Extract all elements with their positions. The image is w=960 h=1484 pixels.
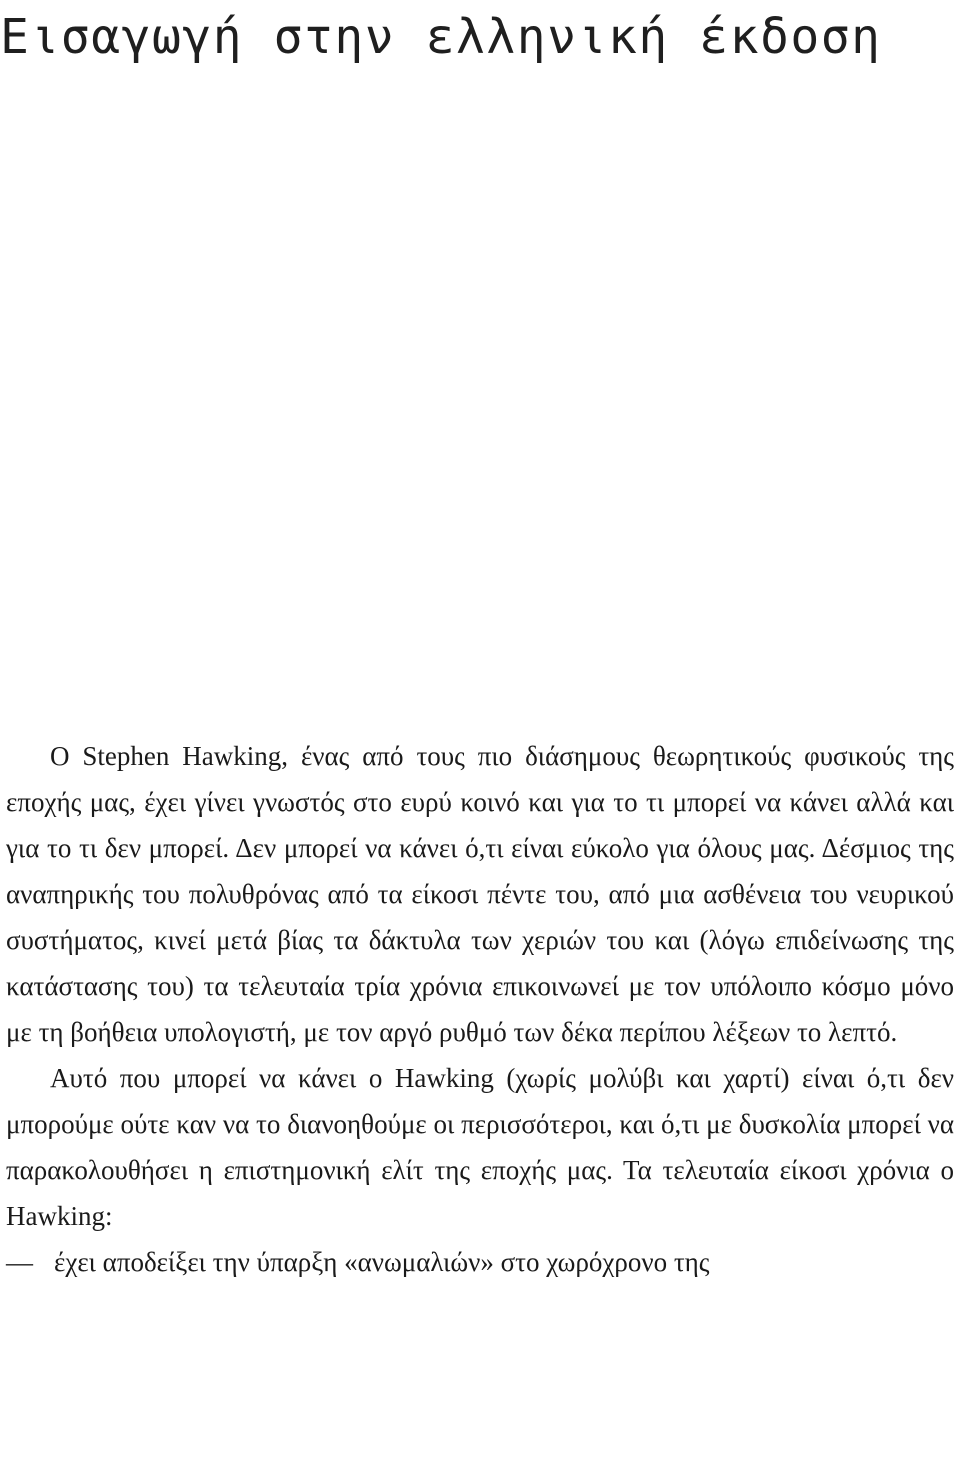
list-dash-marker: — xyxy=(6,1247,33,1277)
list-item-1 xyxy=(6,1239,954,1285)
paragraph-1: Ο Stephen Hawking, ένας από τους πιο διάσημους θεωρητικούς φυσικούς της εποχής μας, έχει γίνει γνωστός στο ευρύ κοινό και για το τι μπορεί να κάνει αλλά και για το τι δεν μπορεί. Δεν μπορεί να κάνει ό,τι είναι εύκολο για όλους μας. Δέσμιος της αναπηρικής του πολυθρόνας από τα είκοσι πέντε του, από μια ασθένεια του νευρικού συστήματος, κινεί μετά βίας τα δάκτυλα των χεριών του και (λόγω επιδείνωσης της κατάστασης του) τα τελευταία τρία χρόνια επικοινωνεί με τον υπόλοιπο κόσμο μόνο με τη βοήθεια υπολογιστή, με τον αργό ρυθμό των δέκα περίπου λέξεων το λεπτό. xyxy=(6,741,954,1047)
paragraph-2: Αυτό που μπορεί να κάνει ο Hawking (χωρίς μολύβι και χαρτί) είναι ό,τι δεν μπορούμε ούτε καν να το διανοηθούμε οι περισσότεροι, και ό,τι με δυσκολία μπορεί να παρακολουθήσει η επιστημονική ελίτ της εποχής μας. Τα τελευταία είκοσι χρόνια ο Hawking: xyxy=(6,1063,954,1231)
list-item-text: έχει αποδείξει την ύπαρξη «ανωμαλιών» στο χωρόχρονο της xyxy=(54,1247,710,1277)
body-text xyxy=(6,733,954,1285)
chapter-title: Εισαγωγή στην ελληνική έκδοση xyxy=(0,9,882,65)
